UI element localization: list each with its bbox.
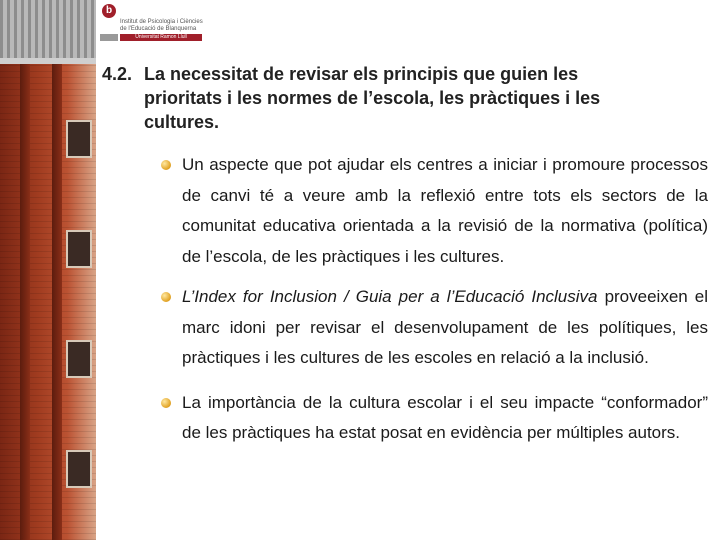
bullet-italic-title: L’Index for Inclusion / Guia per a l’Educació Inclusiva [182, 287, 598, 306]
window [66, 230, 92, 268]
logo-mark: b [102, 4, 116, 18]
institution-logo [100, 2, 210, 42]
window [66, 450, 92, 488]
brick-column [52, 64, 62, 540]
bullet-text: Un aspecte que pot ajudar els centres a iniciar i promoure processos de canvi té a veure amb la reflexió entre tots els sectors de la comunitat educativa orientada a la revisió de la normativa (política) de l’escola, de les pràctiques i les cultures. [182, 155, 708, 266]
bullet-dot-icon [161, 292, 171, 302]
heading-line-2: prioritats i les normes de l’escola, les pràctiques i les [144, 88, 601, 108]
bullet-item [160, 282, 708, 374]
heading-text-1: La necessitat de revisar els principis que guien les [144, 64, 579, 84]
section-number: 4.2. [102, 64, 133, 84]
brick-column [20, 64, 30, 540]
logo-line-1: Institut de Psicologia i Ciències [120, 19, 203, 25]
logo-university-band: Universitat Ramon Llull [120, 34, 202, 41]
bullet-dot-icon [161, 160, 171, 170]
bullet-text: proveeixen el marc idoni per revisar el desenvolupament de les polítiques, les pràctiques i les cultures de les escoles en relació a la inclusió. [182, 287, 709, 367]
bullet-item [160, 150, 708, 272]
bullet-dot-icon [161, 398, 171, 408]
logo-line-2: de l'Educació de Blanquerna [120, 26, 197, 32]
heading-line-1 [102, 62, 708, 86]
window [66, 340, 92, 378]
window [66, 120, 92, 158]
building-photo [0, 0, 96, 540]
bullet-text: La importància de la cultura escolar i el seu impacte “conformador” de les pràctiques ha estat posat en evidència per múltiples autors. [182, 392, 708, 442]
section-heading [102, 62, 708, 134]
logo-gray-bar [100, 34, 118, 41]
bullet-list [160, 150, 708, 449]
heading-line-3: cultures. [144, 112, 220, 132]
bullet-item [160, 388, 708, 449]
roof-panels [0, 0, 96, 60]
